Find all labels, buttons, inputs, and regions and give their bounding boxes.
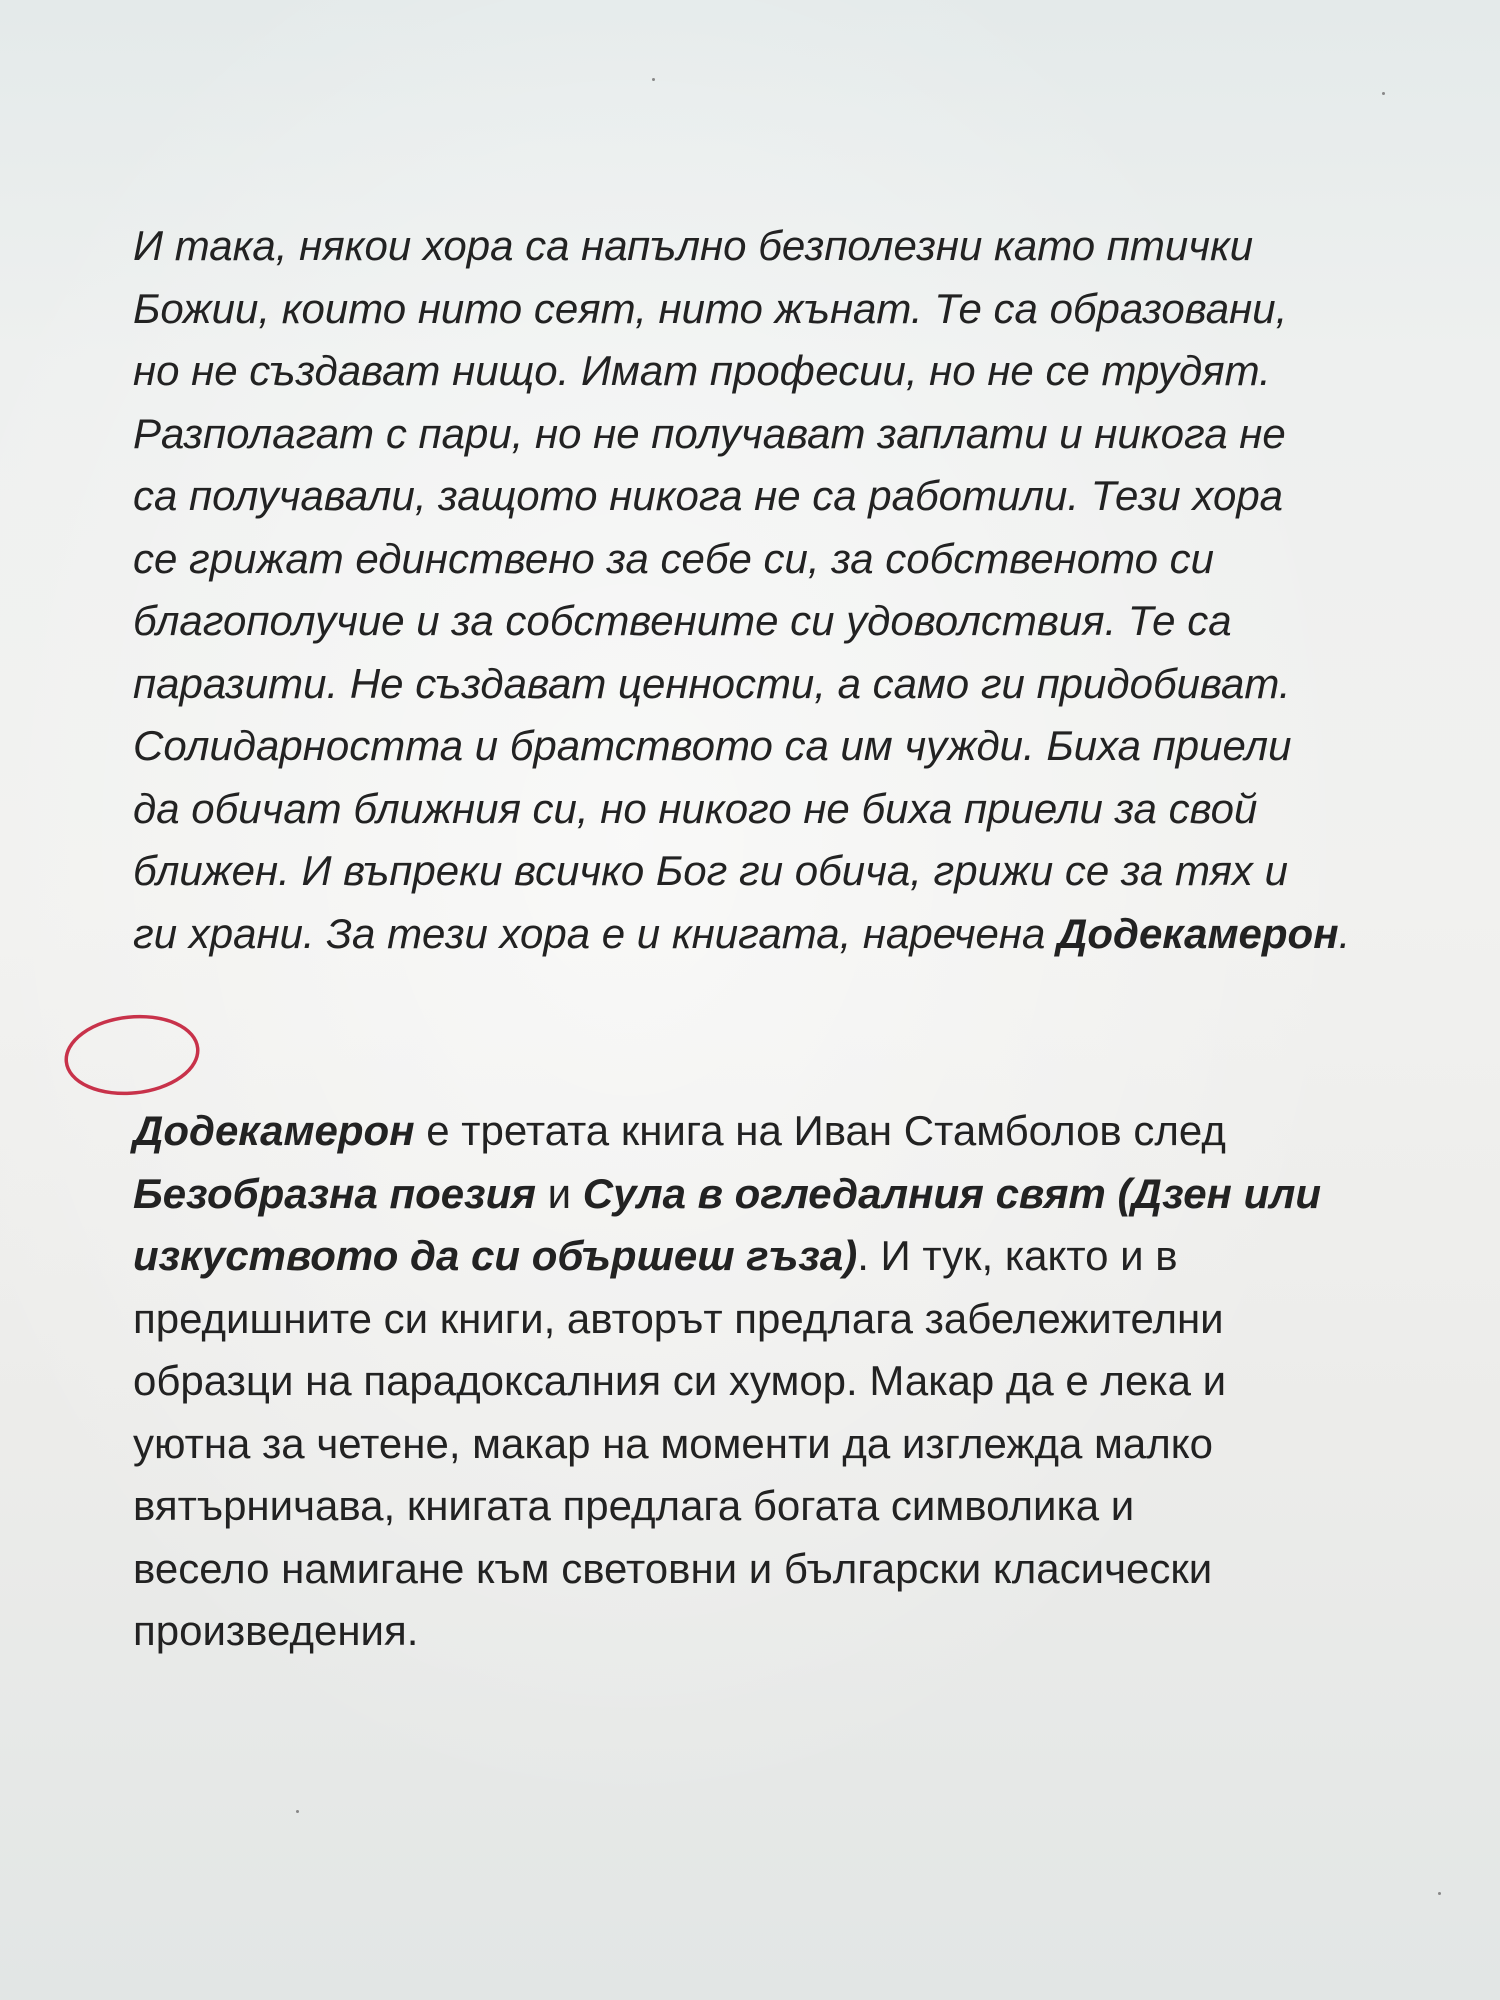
blurb-line: И така, някои хора са напълно безполезни като птички [133,222,1254,269]
red-circle-mark [60,1010,200,1100]
blurb-line: но не създават нищо. Имат професии, но не се трудят. [133,347,1271,394]
book-title-bold: Додекамерон [1057,909,1339,957]
blurb-line: благополучие и за собствените си удоволствия. Те са [133,597,1232,644]
blurb-line: се грижат единствено за себе си, за собственото си [133,534,1214,582]
previous-book-title: изкуството да си обършеш гъза) [133,1232,858,1279]
description-line [133,1163,1463,1226]
description-line: уютна за четене, макар на моменти да изглежда малко [133,1419,1213,1467]
blurb-line: паразити. Не създават ценности, а само ги придобиват. [133,659,1291,707]
description-line [133,1100,1463,1163]
blurb-last-line [133,903,1463,966]
paper-speck [1438,1892,1441,1895]
paper-speck [296,1810,299,1813]
blurb-line: Солидарността и братството са им чужди. Биха приели [133,722,1292,769]
description-line [133,1225,1463,1288]
description-text: е третата книга на Иван Стамболов след [414,1107,1226,1154]
description-line: предишните си книги, авторът предлага забележителни [133,1294,1224,1342]
blurb-paragraph [133,215,1463,965]
description-line: вятърничава, книгата предлага богата символика и [133,1482,1135,1529]
blurb-line: Божии, които нито сеят, нито жънат. Те са образовани, [133,284,1288,332]
blurb-last-line-text: ги храни. За тези хора е и книгата, наречена [133,909,1057,957]
description-line: весело намигане към световни и български класически [133,1544,1213,1592]
description-paragraph [133,1100,1463,1663]
paper-speck [1382,92,1385,95]
blurb-line: Разполагат с пари, но не получават заплати и никога не [133,409,1286,457]
paper-speck [652,78,655,81]
description-line: произведения. [133,1607,419,1654]
description-text: и [535,1169,583,1217]
blurb-line: са получавали, защото никога не са работили. Тези хора [133,472,1284,519]
previous-book-title: Сула в огледалния свят (Дзен или [582,1169,1322,1217]
description-text: . И тук, както и в [857,1232,1178,1279]
blurb-last-line-period: . [1338,909,1351,957]
book-title-bold: Додекамерон [133,1107,415,1154]
blurb-line: да обичат ближния си, но никого не биха приели за свой [133,784,1258,832]
previous-book-title: Безобразна поезия [133,1169,536,1217]
blurb-line: ближен. И въпреки всичко Бог ги обича, грижи се за тях и [133,847,1288,894]
description-line: образци на парадоксалния си хумор. Макар да е лека и [133,1357,1227,1404]
